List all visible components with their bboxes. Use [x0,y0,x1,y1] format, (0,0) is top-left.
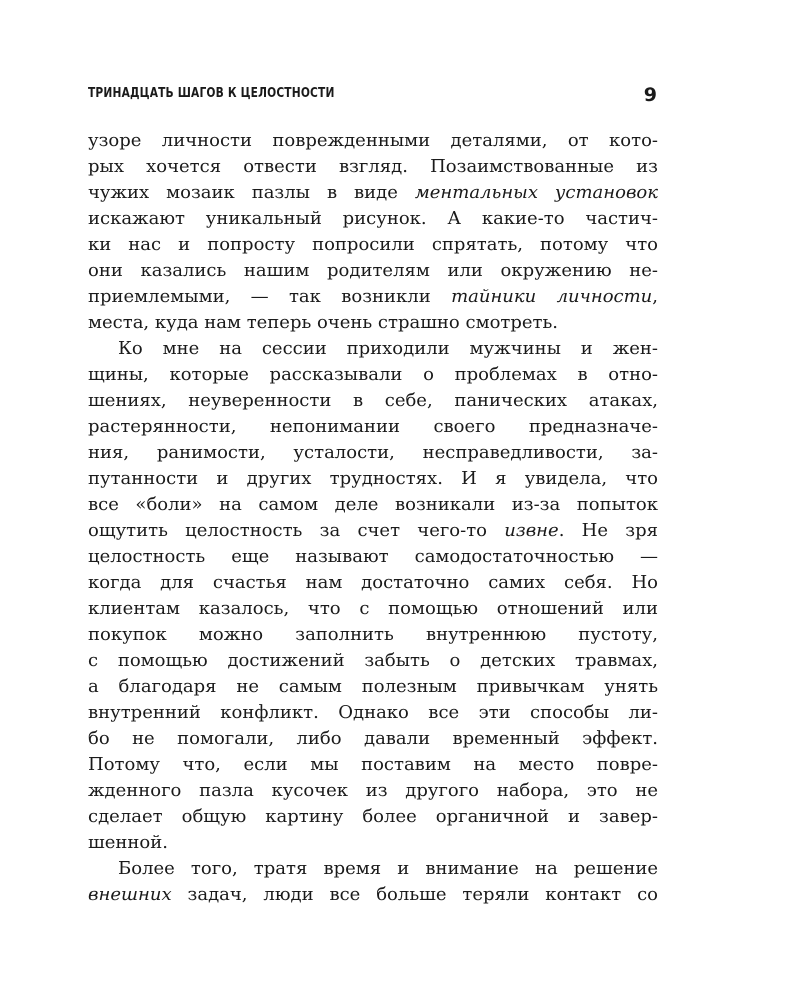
text-fragment: узоре личности поврежденными деталями, от кото- [88,130,658,151]
text-line [88,752,658,778]
text-line [88,544,658,570]
text-line [88,388,658,414]
text-fragment: а благодаря не самым полезным привычкам унять [88,676,658,697]
text-fragment: места, куда нам теперь очень страшно смотреть. [88,312,559,333]
text-line [88,804,658,830]
text-line [88,622,658,648]
text-line [88,362,658,388]
running-head: ТРИНАДЦАТЬ ШАГОВ К ЦЕЛОСТНОСТИ [88,86,335,101]
text-line [88,570,658,596]
text-line [88,128,658,154]
text-fragment: шенной. [88,832,168,853]
text-fragment: покупок можно заполнить внутреннюю пустоту, [88,624,658,645]
text-line [88,284,658,310]
text-fragment: задач, люди все больше теряли контакт со [171,884,658,905]
text-line [88,154,658,180]
text-line [88,180,658,206]
text-line [88,310,658,336]
text-line [88,726,658,752]
text-line [88,856,658,882]
text-line [88,206,658,232]
text-fragment: они казались нашим родителям или окружению не- [88,260,658,281]
text-fragment: растерянности, непонимании своего предназначе- [88,416,658,437]
text-fragment: когда для счастья нам достаточно самих себя. Но [88,572,658,593]
italic-term: извне [504,520,559,541]
body-text [88,128,658,908]
text-fragment: ния, ранимости, усталости, несправедливости, за- [88,442,658,463]
text-line [88,440,658,466]
italic-term: внешних [88,884,172,905]
text-fragment: ки нас и попросту попросили спрятать, потому что [88,234,658,255]
italic-term: ментальных установок [414,182,659,203]
text-fragment: чужих мозаик пазлы в виде [88,182,415,203]
text-fragment: Более того, тратя время и внимание на решение [118,858,658,879]
text-fragment: жденного пазла кусочек из другого набора, это не [88,780,658,801]
text-fragment: Ко мне на сессии приходили мужчины и жен- [118,338,658,359]
text-line [88,596,658,622]
text-line [88,518,658,544]
text-line [88,258,658,284]
text-fragment: целостность еще называют самодостаточностью — [88,546,658,567]
text-line [88,700,658,726]
text-fragment: приемлемыми, — так возникли [88,286,452,307]
text-fragment: шениях, неуверенности в себе, панических атаках, [88,390,658,411]
text-fragment: ощутить целостность за счет чего-то [88,520,505,541]
text-fragment: все «боли» на самом деле возникали из-за попыток [88,494,658,515]
text-line [88,882,658,908]
text-fragment: рых хочется отвести взгляд. Позаимствованные из [88,156,658,177]
text-fragment: бо не помогали, либо давали временный эффект. [88,728,658,749]
text-line [88,466,658,492]
text-line [88,778,658,804]
text-line [88,232,658,258]
text-line [88,830,658,856]
italic-term: тайники личности [451,286,653,307]
text-line [88,336,658,362]
text-fragment: внутренний конфликт. Однако все эти способы ли- [88,702,658,723]
text-fragment: искажают уникальный рисунок. А какие-то частич- [88,208,658,229]
text-line [88,648,658,674]
text-fragment: сделает общую картину более органичной и завер- [88,806,658,827]
text-fragment: , [652,286,659,307]
text-fragment: путанности и других трудностях. И я увидела, что [88,468,658,489]
text-fragment: щины, которые рассказывали о проблемах в отно- [88,364,658,385]
text-line [88,492,658,518]
page-number: 9 [643,84,657,106]
text-fragment: . Не зря [558,520,658,541]
text-fragment: клиентам казалось, что с помощью отношений или [88,598,658,619]
text-line [88,674,658,700]
text-fragment: с помощью достижений забыть о детских травмах, [88,650,658,671]
text-fragment: Потому что, если мы поставим на место повре- [88,754,658,775]
text-line [88,414,658,440]
